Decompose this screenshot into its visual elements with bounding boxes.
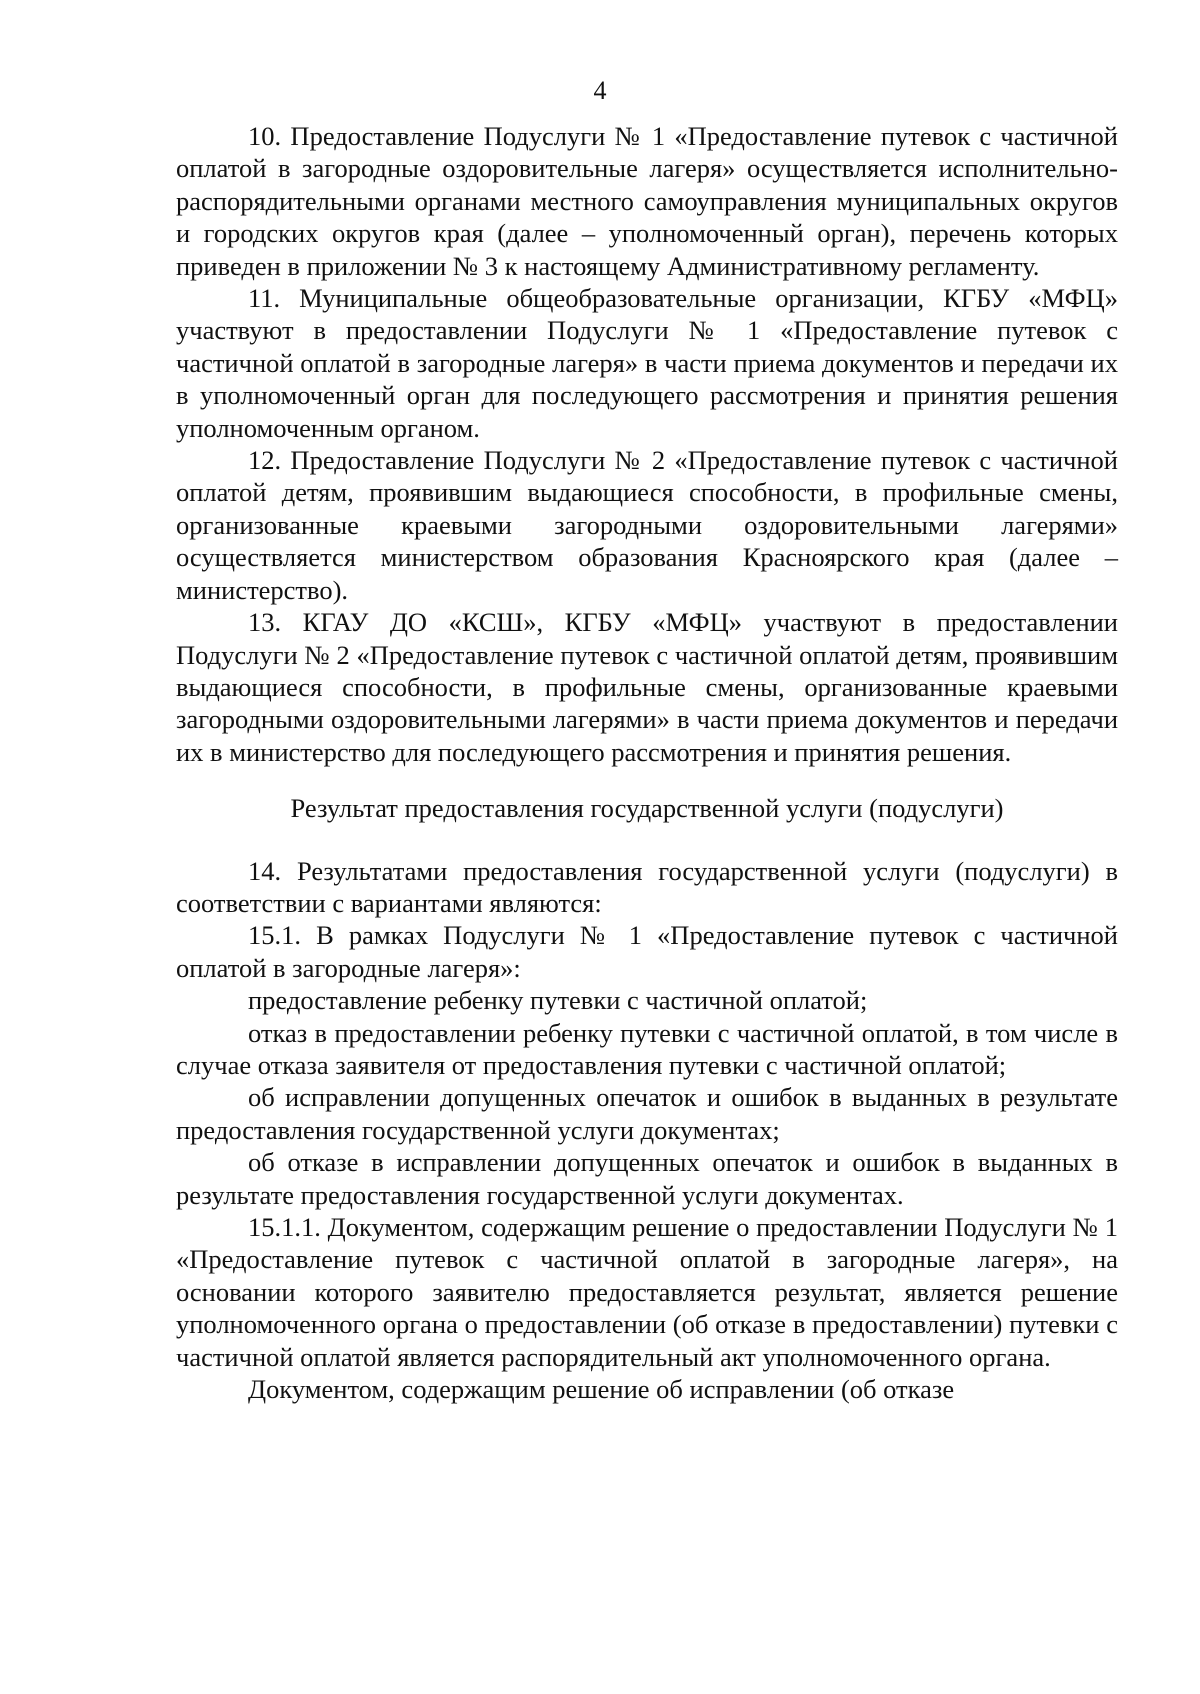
paragraph-13: 13. КГАУ ДО «КСШ», КГБУ «МФЦ» участвуют в предоставлении Подуслуги № 2 «Предоставление путевок с частичной оплатой детям, проявившим выдающиеся способности, в профильные смены, организованные краевыми загородными оздоровительными лагерями» в части приема документов и передачи их в министерство для последующего рассмотрения и принятия решения. <box>176 607 1118 767</box>
document-body <box>176 120 1118 1405</box>
list-item-result-refusal: отказ в предоставлении ребенку путевки с частичной оплатой, в том числе в случае отказа заявителя от предоставления путевки с частичной оплатой; <box>176 1017 1118 1080</box>
section-heading: Результат предоставления государственной услуги (подуслуги) <box>290 793 1004 824</box>
paragraph-15-1: 15.1. В рамках Подуслуги № 1 «Предоставление путевок с частичной оплатой в загородные лагеря»: <box>176 920 1118 983</box>
paragraph-continuation: Документом, содержащим решение об исправлении (об отказе <box>248 1374 955 1405</box>
page-number: 4 <box>593 76 607 105</box>
paragraph-11: 11. Муниципальные общеобразовательные организации, КГБУ «МФЦ» участвуют в предоставлении Подуслуги № 1 «Предоставление путевок с частичной оплатой в загородные лагеря» в части приема документов и передачи их в уполномоченный орган для последующего рассмотрения и принятия решения уполномоченным органом. <box>176 283 1118 443</box>
paragraph-12: 12. Предоставление Подуслуги № 2 «Предоставление путевок с частичной оплатой детям, проявившим выдающиеся способности, в профильные смены, организованные краевыми загородными оздоровительными лагерями» осуществляется министерством образования Красноярского края (далее – министерство). <box>176 445 1118 605</box>
paragraph-14: 14. Результатами предоставления государственной услуги (подуслуги) в соответствии с вариантами являются: <box>176 855 1118 918</box>
list-item-result-granted: предоставление ребенку путевки с частичной оплатой; <box>248 985 868 1016</box>
paragraph-15-1-1: 15.1.1. Документом, содержащим решение о предоставлении Подуслуги № 1 «Предоставление путевок с частичной оплатой в загородные лагеря», на основании которого заявителю предоставляется результат, является решение уполномоченного органа о предоставлении (об отказе в предоставлении) путевки с частичной оплатой является распорядительный акт уполномоченного органа. <box>176 1212 1118 1372</box>
paragraph-10: 10. Предоставление Подуслуги № 1 «Предоставление путевок с частичной оплатой в загородные оздоровительные лагеря» осуществляется исполнительно-распорядительными органами местного самоуправления муниципальных округов и городских округов края (далее – уполномоченный орган), перечень которых приведен в приложении № 3 к настоящему Административному регламенту. <box>176 121 1118 281</box>
list-item-result-correction: об исправлении допущенных опечаток и ошибок в выданных в результате предоставления государственной услуги документах; <box>176 1082 1118 1145</box>
list-item-result-correction-refusal: об отказе в исправлении допущенных опечаток и ошибок в выданных в результате предоставления государственной услуги документах. <box>176 1147 1118 1210</box>
